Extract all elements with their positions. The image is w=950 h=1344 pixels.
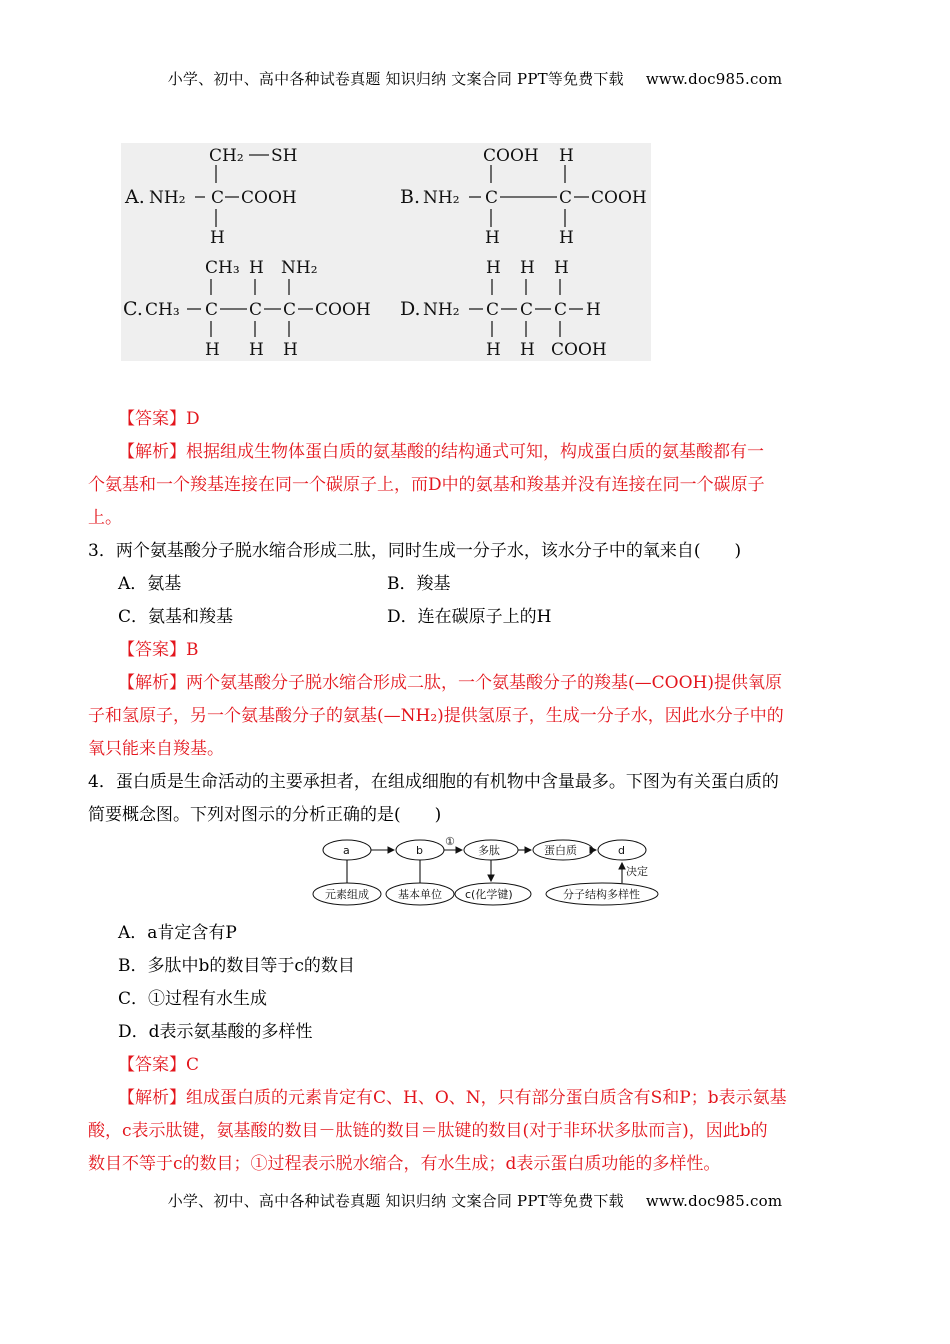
header-url[interactable]: www.doc985.com xyxy=(645,70,783,88)
analysis-label: 【解析】 xyxy=(118,442,186,462)
q4-analysis-line3: 数目不等于c的数目；①过程表示脱水缩合，有水生成；d表示蛋白质功能的多样性。 xyxy=(88,1154,721,1174)
formula-c-h-top: H xyxy=(249,258,264,278)
formula-c-ch3: CH₃ xyxy=(145,300,180,320)
formula-c-h3: H xyxy=(283,340,298,360)
formula-b-c2: C xyxy=(559,188,573,208)
node-elements-label: 元素组成 xyxy=(325,888,369,901)
formula-a-label: A. xyxy=(125,186,145,208)
formula-d-h-right: H xyxy=(586,300,601,320)
q4-stem-line1: 4．蛋白质是生命活动的主要承担者，在组成细胞的有机物中含量最多。下图为有关蛋白质的 xyxy=(88,772,779,792)
q3-answer: 【答案】B xyxy=(118,640,199,660)
concept-map-svg xyxy=(310,836,670,908)
formula-a-ch2: CH₂ xyxy=(209,146,244,166)
formula-d-h-bot1: H xyxy=(486,340,501,360)
node-unit-label: 基本单位 xyxy=(398,888,442,901)
q3-options-row1 xyxy=(118,573,898,595)
analysis-label: 【解析】 xyxy=(118,1088,186,1108)
footer-url[interactable]: www.doc985.com xyxy=(645,1192,783,1210)
formula-b-h1: H xyxy=(485,228,500,248)
footer-text: 小学、初中、高中各种试卷真题 知识归纳 文案合同 PPT等免费下载 xyxy=(167,1192,624,1210)
node-d-label: d xyxy=(618,844,625,857)
node-b-label: b xyxy=(416,844,423,857)
q3-analysis-line2: 子和氢原子，另一个氨基酸分子的氨基(—NH₂)提供氢原子，生成一分子水，因此水分子中的 xyxy=(88,706,784,726)
q4-option-c[interactable]: C．①过程有水生成 xyxy=(118,989,268,1009)
q3-stem: 3．两个氨基酸分子脱水缩合形成二肽，同时生成一分子水，该水分子中的氧来自( ) xyxy=(88,541,742,561)
q4-option-a[interactable]: A．a肯定含有P xyxy=(118,923,237,943)
formula-d-h-top2: H xyxy=(520,258,535,278)
analysis-text: 根据组成生物体蛋白质的氨基酸的结构通式可知，构成蛋白质的氨基酸都有一 xyxy=(186,442,764,462)
formula-d-cooh-bot: COOH xyxy=(551,340,607,360)
formula-c-c1: C xyxy=(205,300,219,320)
q4-option-d[interactable]: D．d表示氨基酸的多样性 xyxy=(118,1022,313,1042)
determines-label: 决定 xyxy=(626,865,648,878)
formula-c-h1: H xyxy=(205,340,220,360)
formula-d-nh2: NH₂ xyxy=(423,300,460,320)
formula-b-label: B. xyxy=(400,186,421,208)
formula-d-label: D. xyxy=(400,298,421,320)
formula-c-cooh: COOH xyxy=(315,300,371,320)
formula-b-h-top: H xyxy=(559,146,574,166)
q3-option-d[interactable]: D．连在碳原子上的H xyxy=(387,607,552,627)
analysis-text: 组成蛋白质的元素肯定有C、H、O、N，只有部分蛋白质含有S和P；b表示氨基 xyxy=(186,1088,787,1108)
node-polypeptide-label: 多肽 xyxy=(478,844,500,857)
q4-stem-line2: 简要概念图。下列对图示的分析正确的是( ) xyxy=(88,805,442,825)
node-c-label: c(化学键) xyxy=(465,888,513,901)
formula-d-h-bot2: H xyxy=(520,340,535,360)
q3-options-row2 xyxy=(118,606,898,628)
formula-b-cooh: COOH xyxy=(591,188,647,208)
q4-analysis-line1 xyxy=(118,1087,898,1109)
formula-a-sh: SH xyxy=(271,146,298,166)
q2-analysis-line2: 个氨基和一个羧基连接在同一个碳原子上，而D中的氨基和羧基并没有连接在同一个碳原子 xyxy=(88,475,765,495)
formula-c-label: C. xyxy=(123,298,143,320)
formula-d-h-top1: H xyxy=(486,258,501,278)
protein-concept-diagram xyxy=(310,836,670,908)
page-footer xyxy=(0,1190,950,1211)
formula-c-h2: H xyxy=(249,340,264,360)
q2-analysis-line3: 上。 xyxy=(88,508,122,528)
node-diversity-label: 分子结构多样性 xyxy=(563,888,640,901)
formula-a-h: H xyxy=(210,228,225,248)
formula-d-c2: C xyxy=(520,300,534,320)
formula-a-nh2: NH₂ xyxy=(149,188,186,208)
formula-d-h-top3: H xyxy=(554,258,569,278)
formula-a-c: C xyxy=(211,188,225,208)
page-header xyxy=(0,68,950,89)
q3-analysis-line1 xyxy=(118,672,898,694)
analysis-label: 【解析】 xyxy=(118,673,186,693)
structural-formulas-figure xyxy=(121,143,651,361)
formula-d-c1: C xyxy=(486,300,500,320)
header-text: 小学、初中、高中各种试卷真题 知识归纳 文案合同 PPT等免费下载 xyxy=(167,70,624,88)
q4-option-b[interactable]: B．多肽中b的数目等于c的数目 xyxy=(118,956,355,976)
q2-answer: 【答案】D xyxy=(118,409,200,429)
q3-option-b[interactable]: B．羧基 xyxy=(387,574,451,594)
formula-a-cooh: COOH xyxy=(241,188,297,208)
q4-answer: 【答案】C xyxy=(118,1055,200,1075)
q3-option-a[interactable]: A．氨基 xyxy=(118,574,182,594)
formula-b-c1: C xyxy=(485,188,499,208)
q2-analysis-line1 xyxy=(118,441,898,463)
step-1-label: ① xyxy=(445,836,455,848)
analysis-text: 两个氨基酸分子脱水缩合形成二肽，一个氨基酸分子的羧基(—COOH)提供氧原 xyxy=(186,673,782,693)
formula-b-h2: H xyxy=(559,228,574,248)
formula-b-cooh-top: COOH xyxy=(483,146,539,166)
q3-analysis-line3: 氧只能来自羧基。 xyxy=(88,739,224,759)
formula-c-c3: C xyxy=(283,300,297,320)
q3-option-c[interactable]: C．氨基和羧基 xyxy=(118,607,234,627)
formula-c-c2: C xyxy=(249,300,263,320)
formula-c-nh2-top: NH₂ xyxy=(281,258,318,278)
formulas-svg xyxy=(121,143,651,361)
formula-b-nh2: NH₂ xyxy=(423,188,460,208)
node-protein-label: 蛋白质 xyxy=(544,844,577,857)
formula-d-c3: C xyxy=(554,300,568,320)
q4-analysis-line2: 酸，c表示肽键，氨基酸的数目－肽链的数目＝肽键的数目(对于非环状多肽而言)，因此b的 xyxy=(88,1121,768,1141)
formula-c-ch3-top: CH₃ xyxy=(205,258,240,278)
node-a-label: a xyxy=(343,844,350,857)
